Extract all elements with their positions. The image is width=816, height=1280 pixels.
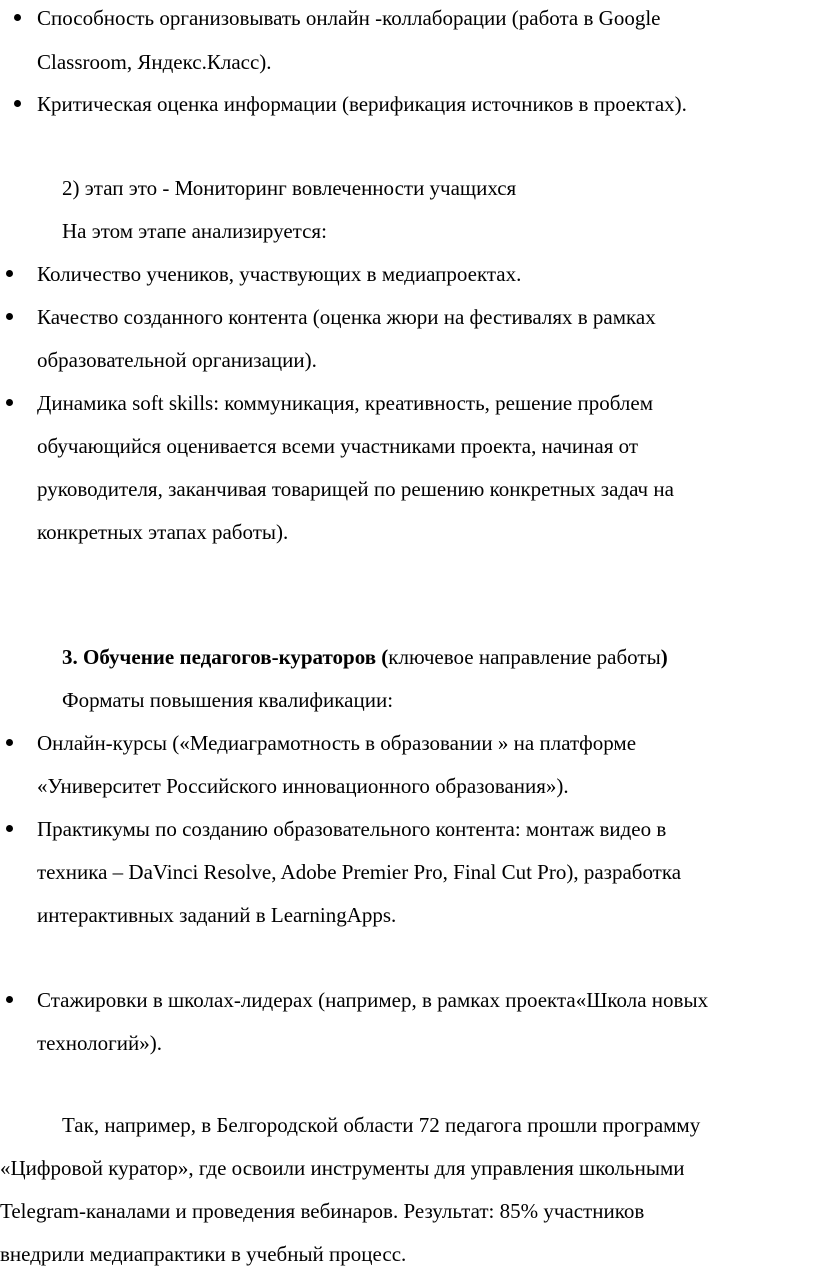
text-line: Качество созданного контента (оценка жюри на фестивалях в рамках [37,305,656,329]
text-line: «Университет Российского инновационного образования»). [37,774,569,798]
text-line: образовательной организации). [37,348,317,372]
bullet-icon [6,996,13,1003]
text-line: «Цифровой куратор», где освоили инструменты для управления школьными [0,1156,685,1180]
text-line: конкретных этапах работы). [37,520,289,544]
text-line: руководителя, заканчивая товарищей по решению конкретных задач на [37,477,674,501]
text-line: Так, например, в Белгородской области 72 педагога прошли программу [62,1113,701,1137]
text-line: Telegram-каналами и проведения вебинаров. Результат: 85% участников [0,1199,645,1223]
bullet-icon [6,825,13,832]
text-line: Форматы повышения квалификации: [62,688,394,712]
text-line: Classroom, Яндекс.Класс). [37,50,272,74]
text-line: На этом этапе анализируется: [62,219,327,243]
text-line: Количество учеников, участвующих в медиапроектах. [37,262,522,286]
text-line: технологий»). [37,1031,162,1055]
bullet-icon [6,739,13,746]
text-line: Критическая оценка информации (верификация источников в проектах). [37,92,687,116]
section-heading [62,645,668,669]
text-line: Практикумы по созданию образовательного контента: монтаж видео в [37,817,667,841]
section-heading-end: ) [660,645,668,669]
text-line: интерактивных заданий в LearningApps. [37,903,397,927]
text-line: Динамика soft skills: коммуникация, креативность, решение проблем [37,391,653,415]
bullet-icon [14,14,21,21]
text-line: внедрили медиапрактики в учебный процесс. [0,1242,407,1266]
section-heading-bold: 3. Обучение педагогов-кураторов ( [62,645,389,669]
section-heading-normal: ключевое направление работы [388,645,661,669]
bullet-icon [6,399,13,406]
text-line: техника – DaVinci Resolve, Adobe Premier Pro, Final Cut Pro), разработка [37,860,682,884]
text-line: Онлайн-курсы («Медиаграмотность в образовании » на платформе [37,731,637,755]
bullet-icon [6,270,13,277]
text-line: Способность организовывать онлайн -коллаборации (работа в Google [37,6,661,30]
bullet-icon [14,100,21,107]
text-line: обучающийся оценивается всеми участниками проекта, начиная от [37,434,639,458]
text-line: Стажировки в школах-лидерах (например, в рамках проекта«Школа новых [37,988,709,1012]
bullet-icon [6,313,13,320]
text-line: 2) этап это - Мониторинг вовлеченности учащихся [62,176,517,200]
